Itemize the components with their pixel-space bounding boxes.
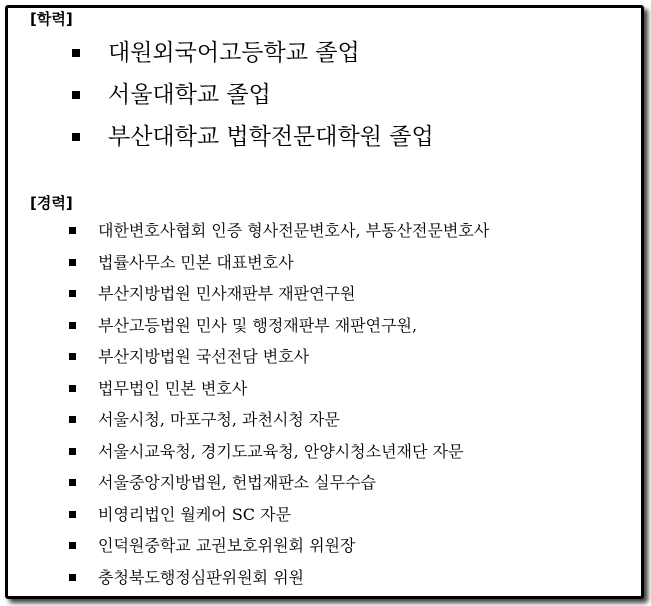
career-item: 인덕원중학교 교권보호위원회 위원장 — [8, 530, 489, 562]
career-item: 대한변호사협회 인증 형사전문변호사, 부동산전문변호사 — [8, 215, 489, 247]
square-bullet-icon — [69, 259, 76, 266]
square-bullet-icon — [69, 574, 76, 581]
career-item: 비영리법인 월케어 SC 자문 — [8, 499, 489, 531]
profile-card — [5, 5, 644, 599]
career-item: 서울시청, 마포구청, 과천시청 자문 — [8, 404, 489, 436]
square-bullet-icon — [69, 479, 76, 486]
square-bullet-icon — [72, 91, 80, 99]
square-bullet-icon — [69, 416, 76, 423]
square-bullet-icon — [69, 353, 76, 360]
education-list — [8, 32, 434, 158]
square-bullet-icon — [69, 290, 76, 297]
career-list — [8, 215, 489, 593]
square-bullet-icon — [69, 448, 76, 455]
square-bullet-icon — [72, 133, 80, 141]
square-bullet-icon — [69, 511, 76, 518]
square-bullet-icon — [69, 322, 76, 329]
career-item: 서울시교육청, 경기도교육청, 안양시청소년재단 자문 — [8, 436, 489, 468]
career-item: 충청북도행정심판위원회 위원 — [8, 562, 489, 594]
education-heading: [학력] — [30, 10, 73, 28]
square-bullet-icon — [69, 227, 76, 234]
square-bullet-icon — [69, 385, 76, 392]
career-item: 부산고등법원 민사 및 행정재판부 재판연구원, — [8, 310, 489, 342]
career-heading: [경력] — [30, 194, 73, 212]
education-item: 대원외국어고등학교 졸업 — [8, 32, 434, 74]
career-item: 법률사무소 민본 대표변호사 — [8, 247, 489, 279]
square-bullet-icon — [69, 542, 76, 549]
square-bullet-icon — [72, 49, 80, 57]
career-item: 서울중앙지방법원, 헌법재판소 실무수습 — [8, 467, 489, 499]
career-item: 법무법인 민본 변호사 — [8, 373, 489, 405]
education-item: 부산대학교 법학전문대학원 졸업 — [8, 116, 434, 158]
education-item: 서울대학교 졸업 — [8, 74, 434, 116]
career-item: 부산지방법원 민사재판부 재판연구원 — [8, 278, 489, 310]
career-item: 부산지방법원 국선전담 변호사 — [8, 341, 489, 373]
